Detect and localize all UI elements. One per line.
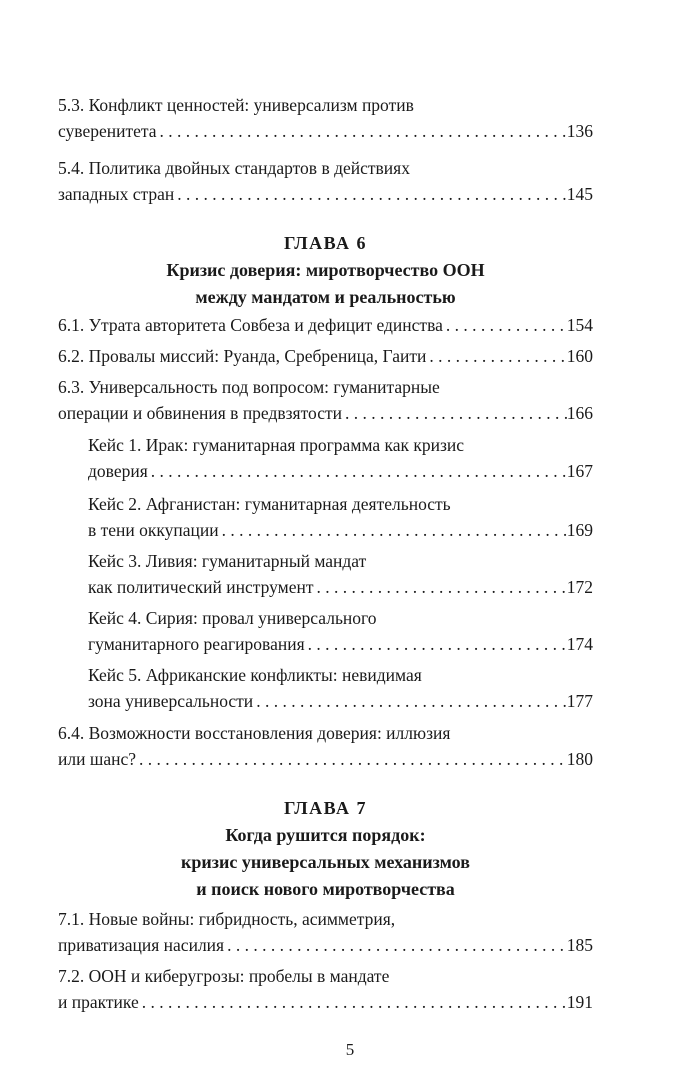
- toc-entry-case-5[interactable]: [88, 662, 593, 714]
- toc-entry-title-cont: западных стран: [58, 184, 175, 204]
- toc-entry-6-2[interactable]: [58, 343, 593, 369]
- chapter-7-heading: [58, 795, 593, 903]
- toc-entry-title-cont: зона универсальности: [88, 691, 254, 711]
- toc-page-number: 167: [566, 461, 593, 481]
- toc-entry-case-4[interactable]: [88, 605, 593, 657]
- toc-entry-5-3[interactable]: [58, 92, 593, 144]
- toc-page-number: 185: [566, 935, 593, 955]
- toc-entry-7-2[interactable]: [58, 963, 593, 1015]
- leader-dots: [443, 312, 567, 338]
- chapter-title-line: Кризис доверия: миротворчество ООН: [166, 260, 485, 280]
- toc-entry-title-cont: гуманитарного реагирования: [88, 634, 305, 654]
- toc-entry-title: 6.1. Утрата авторитета Совбеза и дефицит единства: [58, 315, 443, 335]
- leader-dots: [342, 400, 567, 426]
- toc-page-number: 154: [566, 315, 593, 335]
- toc-entry-title: 5.3. Конфликт ценностей: универсализм против: [58, 95, 414, 115]
- chapter-label: ГЛАВА 6: [283, 233, 368, 253]
- toc-page-number: 136: [566, 121, 593, 141]
- toc-entry-title: Кейс 2. Афганистан: гуманитарная деятельность: [88, 494, 451, 514]
- leader-dots: [157, 118, 567, 144]
- toc-entry-title: 6.2. Провалы миссий: Руанда, Сребреница, Гаити: [58, 346, 427, 366]
- leader-dots: [174, 181, 567, 207]
- toc-entry-case-2[interactable]: [88, 491, 593, 543]
- toc-page-number: 169: [566, 520, 593, 540]
- toc-entry-6-3[interactable]: [58, 374, 593, 426]
- toc-entry-case-3[interactable]: [88, 548, 593, 600]
- leader-dots: [314, 574, 567, 600]
- toc-entry-6-1[interactable]: [58, 312, 593, 338]
- leader-dots: [224, 932, 567, 958]
- toc-entry-7-1[interactable]: [58, 906, 593, 958]
- leader-dots: [148, 458, 567, 484]
- page-number: 5: [345, 1040, 355, 1059]
- leader-dots: [219, 517, 567, 543]
- toc-entry-title-cont: и практике: [58, 992, 139, 1012]
- toc-page-number: 180: [566, 749, 593, 769]
- toc-page-number: 172: [566, 577, 593, 597]
- chapter-label: ГЛАВА 7: [283, 798, 368, 818]
- toc-entry-title: Кейс 1. Ирак: гуманитарная программа как кризис: [88, 435, 465, 455]
- toc-entry-title: 7.2. ООН и киберугрозы: пробелы в мандате: [58, 966, 390, 986]
- toc-entry-case-1[interactable]: [88, 432, 593, 484]
- leader-dots: [426, 343, 566, 369]
- toc-entry-title: 6.3. Универсальность под вопросом: гуманитарные: [58, 377, 440, 397]
- chapter-6-heading: [58, 230, 593, 311]
- leader-dots: [139, 989, 567, 1015]
- toc-entry-title-cont: суверенитета: [58, 121, 157, 141]
- chapter-title-line: кризис универсальных механизмов: [181, 852, 470, 872]
- toc-entry-title-cont: операции и обвинения в предвзятости: [58, 403, 342, 423]
- toc-page-number: 177: [566, 691, 593, 711]
- leader-dots: [136, 746, 567, 772]
- toc-entry-title-cont: доверия: [88, 461, 148, 481]
- toc-entry-title: 5.4. Политика двойных стандартов в действиях: [58, 158, 410, 178]
- toc-entry-title: Кейс 3. Ливия: гуманитарный мандат: [88, 551, 367, 571]
- toc-entry-title-cont: как политический инструмент: [88, 577, 314, 597]
- toc-entry-title: Кейс 5. Африканские конфликты: невидимая: [88, 665, 422, 685]
- chapter-title-line: между мандатом и реальностью: [195, 287, 456, 307]
- toc-page-number: 191: [566, 992, 593, 1012]
- toc-entry-title: 6.4. Возможности восстановления доверия: иллюзия: [58, 723, 451, 743]
- toc-entry-title: 7.1. Новые войны: гибридность, асимметрия,: [58, 909, 396, 929]
- toc-entry-6-4[interactable]: [58, 720, 593, 772]
- toc-page-number: 166: [566, 403, 593, 423]
- toc-entry-title: Кейс 4. Сирия: провал универсального: [88, 608, 377, 628]
- toc-page-number: 160: [566, 346, 593, 366]
- toc-entry-5-4[interactable]: [58, 155, 593, 207]
- chapter-title-line: Когда рушится порядок:: [225, 825, 426, 845]
- toc-entry-title-cont: или шанс?: [58, 749, 136, 769]
- toc-page-number: 145: [566, 184, 593, 204]
- leader-dots: [253, 688, 567, 714]
- toc-entry-title-cont: приватизация насилия: [58, 935, 225, 955]
- leader-dots: [305, 631, 567, 657]
- toc-page-number: 174: [566, 634, 593, 654]
- toc-entry-title-cont: в тени оккупации: [88, 520, 219, 540]
- chapter-title-line: и поиск нового миротворчества: [196, 879, 455, 899]
